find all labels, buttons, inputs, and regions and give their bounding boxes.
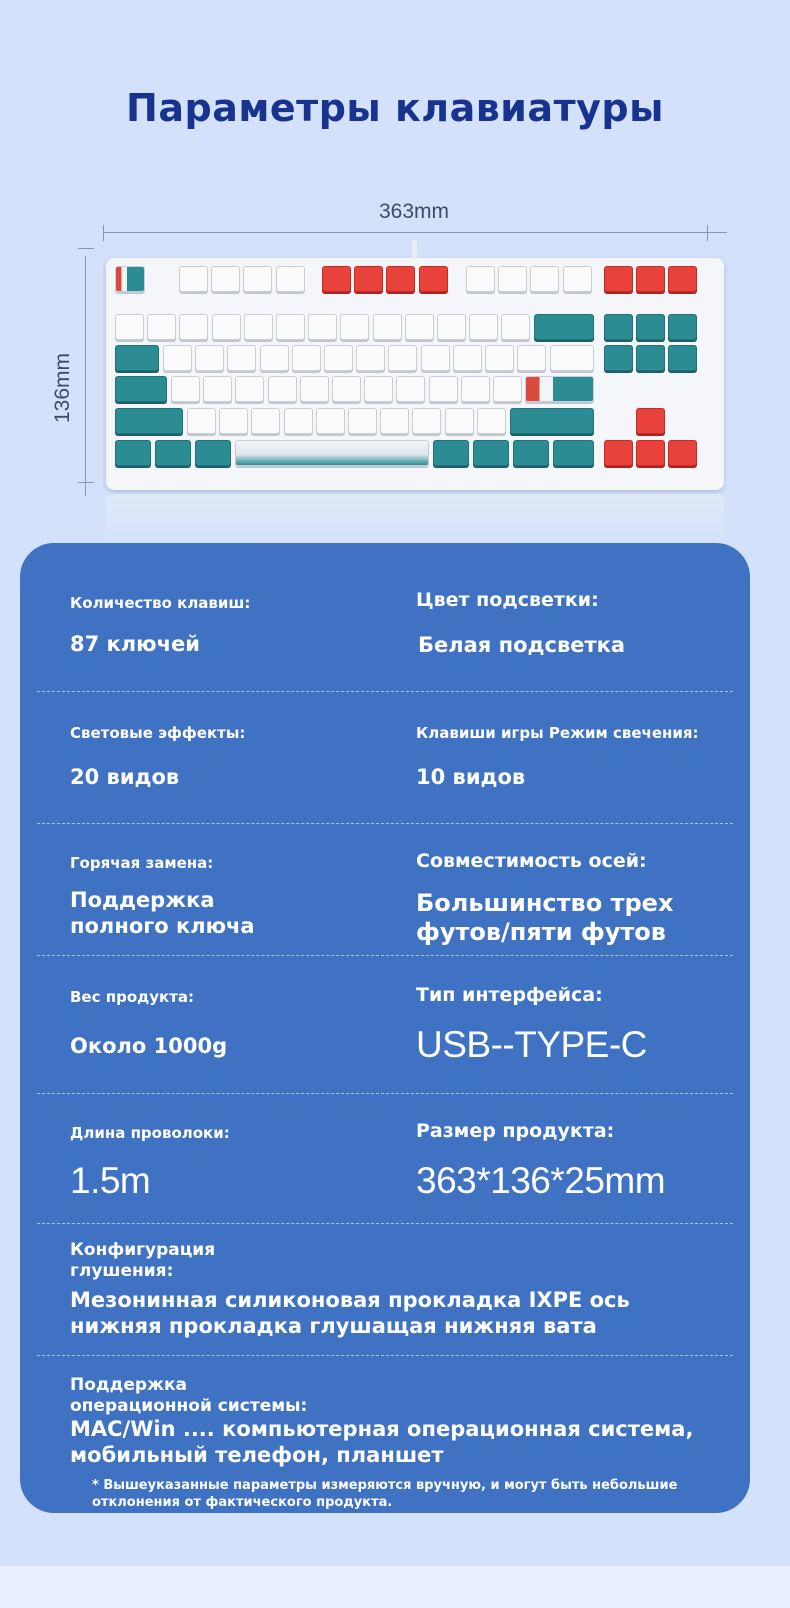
divider bbox=[37, 1355, 733, 1356]
keycap bbox=[115, 440, 151, 466]
keycap bbox=[421, 345, 450, 371]
keycap bbox=[348, 408, 377, 434]
keycap bbox=[115, 345, 159, 371]
spec-label-interface: Тип интерфейса: bbox=[416, 984, 603, 1006]
keycap bbox=[300, 376, 329, 402]
keycap bbox=[211, 266, 240, 292]
keycap bbox=[553, 440, 594, 466]
keycap bbox=[453, 345, 482, 371]
keycap bbox=[501, 314, 530, 340]
keycap bbox=[477, 408, 506, 434]
spec-value-game-keys-mode: 10 видов bbox=[416, 765, 526, 789]
keycap bbox=[604, 314, 633, 340]
spec-label-weight: Вес продукта: bbox=[70, 988, 195, 1006]
keycap bbox=[510, 408, 594, 434]
keycap bbox=[356, 345, 385, 371]
keycap bbox=[386, 266, 415, 292]
keycap bbox=[316, 408, 345, 434]
keycap bbox=[373, 314, 402, 340]
keycap bbox=[534, 314, 594, 340]
keycap bbox=[212, 314, 241, 340]
page-title: Параметры клавиатуры bbox=[126, 86, 664, 130]
keycap bbox=[332, 376, 361, 402]
keycap bbox=[354, 266, 383, 292]
keycap bbox=[668, 345, 697, 371]
keycap bbox=[473, 440, 509, 466]
height-dimension-label: 136mm bbox=[51, 352, 74, 424]
keycap bbox=[308, 314, 337, 340]
keycap bbox=[636, 345, 665, 371]
spec-value-cable-length: 1.5m bbox=[70, 1160, 151, 1201]
spec-value-os-support: MAC/Win .... компьютерная операционная система, мобильный телефон, планшет bbox=[70, 1417, 694, 1467]
keycap bbox=[396, 376, 425, 402]
keycap bbox=[433, 440, 469, 466]
keycap bbox=[195, 440, 231, 466]
keycap bbox=[115, 408, 183, 434]
keycap bbox=[364, 376, 393, 402]
keycap bbox=[493, 376, 522, 402]
spec-label-hot-swap: Горячая замена: bbox=[70, 854, 214, 872]
keycap bbox=[563, 266, 592, 292]
keycap bbox=[276, 314, 305, 340]
keyboard-reflection bbox=[106, 494, 724, 544]
keycap bbox=[429, 376, 458, 402]
keycap bbox=[324, 345, 353, 371]
keycap bbox=[636, 314, 665, 340]
keycap bbox=[179, 314, 208, 340]
keycap bbox=[276, 266, 305, 292]
width-dimension-line bbox=[103, 232, 727, 233]
keycap bbox=[412, 408, 441, 434]
dimension-tick bbox=[78, 248, 94, 249]
spec-label-os-support: Поддержка операционной системы: bbox=[70, 1375, 308, 1416]
keycap bbox=[243, 266, 272, 292]
keycap bbox=[380, 408, 409, 434]
keycap bbox=[469, 314, 498, 340]
keycap bbox=[636, 440, 665, 466]
keycap bbox=[155, 440, 191, 466]
height-dimension-line bbox=[85, 256, 86, 496]
keycap bbox=[203, 376, 232, 402]
spec-value-product-size: 363*136*25mm bbox=[416, 1160, 666, 1201]
keycap bbox=[405, 314, 434, 340]
divider bbox=[37, 823, 733, 824]
keycap bbox=[147, 314, 176, 340]
keycap bbox=[525, 376, 594, 402]
keycap bbox=[195, 345, 224, 371]
keycap bbox=[388, 345, 417, 371]
dimension-tick bbox=[78, 482, 94, 483]
keycap bbox=[604, 266, 633, 292]
keycap bbox=[513, 440, 549, 466]
keycap bbox=[530, 266, 559, 292]
keycap bbox=[668, 314, 697, 340]
spec-label-backlight-color: Цвет подсветки: bbox=[416, 589, 599, 611]
keycap bbox=[292, 345, 321, 371]
keycap bbox=[604, 440, 633, 466]
spec-label-switch-compat: Совместимость осей: bbox=[416, 850, 647, 872]
divider bbox=[37, 1223, 733, 1224]
spec-value-light-effects: 20 видов bbox=[70, 765, 180, 789]
keycap bbox=[636, 408, 665, 434]
divider bbox=[37, 955, 733, 956]
keycap bbox=[550, 345, 594, 371]
divider bbox=[37, 691, 733, 692]
spec-value-damping: Мезонинная силиконовая прокладка IXPE ось нижняя прокладка глушащая нижняя вата bbox=[70, 1288, 630, 1338]
keycap bbox=[668, 440, 697, 466]
keycap bbox=[419, 266, 448, 292]
keycap bbox=[340, 314, 369, 340]
keycap bbox=[517, 345, 546, 371]
keyboard-image bbox=[106, 258, 724, 490]
spec-label-key-count: Количество клавиш: bbox=[70, 594, 251, 612]
spec-value-interface: USB--TYPE-C bbox=[416, 1024, 647, 1065]
width-dimension-label: 363mm bbox=[378, 200, 450, 223]
keycap bbox=[171, 376, 200, 402]
footnote: * Вышеуказанные параметры измеряются вручную, и могут быть небольшие отклонения от фактического продукта. bbox=[92, 1478, 678, 1510]
keycap bbox=[251, 408, 280, 434]
keycap bbox=[461, 376, 490, 402]
keycap bbox=[445, 408, 474, 434]
bottom-strip bbox=[0, 1566, 790, 1608]
keycap bbox=[466, 266, 495, 292]
keycap bbox=[179, 266, 208, 292]
dimension-tick bbox=[707, 225, 708, 241]
spec-label-damping: Конфигурация глушения: bbox=[70, 1240, 216, 1281]
dimension-tick bbox=[103, 225, 104, 241]
keycap bbox=[437, 314, 466, 340]
spec-value-switch-compat: Большинство трех футов/пяти футов bbox=[416, 889, 674, 946]
keycap bbox=[115, 314, 144, 340]
keycap bbox=[322, 266, 351, 292]
keycap bbox=[235, 376, 264, 402]
keycap bbox=[485, 345, 514, 371]
spec-label-game-keys-mode: Клавиши игры Режим свечения: bbox=[416, 724, 699, 742]
spec-value-key-count: 87 ключей bbox=[70, 632, 200, 656]
keycap bbox=[284, 408, 313, 434]
spec-label-product-size: Размер продукта: bbox=[416, 1120, 615, 1142]
spec-label-cable-length: Длина проволоки: bbox=[70, 1124, 230, 1142]
spec-label-light-effects: Световые эффекты: bbox=[70, 724, 246, 742]
divider bbox=[37, 1093, 733, 1094]
keycap bbox=[244, 314, 273, 340]
keycap bbox=[268, 376, 297, 402]
spacebar bbox=[235, 440, 429, 466]
keycap bbox=[604, 345, 633, 371]
usb-cable bbox=[412, 240, 417, 260]
keycap bbox=[187, 408, 216, 434]
keycap bbox=[115, 376, 167, 402]
keycap bbox=[498, 266, 527, 292]
spec-value-weight: Около 1000g bbox=[70, 1034, 228, 1058]
keycap bbox=[636, 266, 665, 292]
spec-value-hot-swap: Поддержка полного ключа bbox=[70, 888, 255, 938]
spec-panel bbox=[20, 543, 750, 1513]
keycap bbox=[260, 345, 289, 371]
spec-value-backlight-color: Белая подсветка bbox=[418, 633, 626, 657]
keycap bbox=[163, 345, 192, 371]
keycap bbox=[115, 266, 145, 292]
keycap bbox=[219, 408, 248, 434]
keycap bbox=[227, 345, 256, 371]
keycap bbox=[668, 266, 697, 292]
